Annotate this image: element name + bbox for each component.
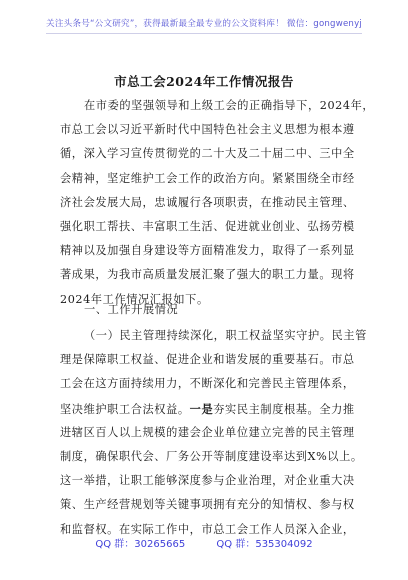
document-title: 市总工会2024年工作情况报告 bbox=[114, 74, 294, 89]
paragraph-line: 济社会发展大局，忠诚履行各项职责，在推动民主管理、 bbox=[60, 195, 355, 209]
paragraph-line bbox=[60, 397, 355, 421]
paragraph-line: 策、生产经营规划等关键事项拥有充分的知情权、参与权 bbox=[60, 498, 355, 512]
paragraph-line: 制度，确保职代会、厂务公开等制度建设率达到X%以上。 bbox=[60, 449, 363, 463]
paragraph-text: 夯实民主制度根基。全力推 bbox=[213, 402, 355, 416]
header-divider bbox=[46, 33, 362, 34]
section-paragraph bbox=[60, 324, 367, 542]
paragraph-line: 强化职工帮扶、丰富职工生活、促进就业创业、弘扬劳模 bbox=[60, 219, 355, 233]
paragraph-line: 循，深入学习宣传贯彻党的二十大及二十届二中、三中全 bbox=[60, 147, 355, 161]
paragraph-line: 和监督权。在实际工作中，市总工会工作人员深入企业， bbox=[60, 522, 355, 536]
section-heading: 一、工作开展情况 bbox=[84, 303, 179, 316]
emphasis-text: 一是 bbox=[189, 401, 214, 416]
paragraph-line: 著成果，为我市高质量发展汇聚了强大的职工力量。现将 bbox=[60, 268, 355, 282]
paragraph-line: 2024年工作情况汇报如下。 bbox=[60, 292, 209, 306]
paragraph-line: 这一举措，让职工能够深度参与企业治理，对企业重大决 bbox=[60, 474, 355, 488]
qq-group-2: QQ 群：535304092 bbox=[216, 539, 313, 550]
paragraph-text: 坚决维护职工合法权益。 bbox=[60, 402, 190, 416]
paragraph-line: 进辖区百人以上规模的建会企业单位建立完善的民主管理 bbox=[60, 425, 355, 439]
qq-group-1: QQ 群：30265665 bbox=[95, 539, 186, 550]
intro-paragraph bbox=[60, 94, 375, 312]
paragraph-line: 会精神，坚定维护工会工作的政治方向。紧紧围绕全市经 bbox=[60, 171, 355, 185]
paragraph-line: 在市委的坚强领导和上级工会的正确指导下，2024年， bbox=[84, 99, 375, 112]
paragraph-line: 精神以及加强自身建设等方面精准发力，取得了一系列显 bbox=[60, 244, 355, 258]
paragraph-line: 工会在这方面持续用力，不断深化和完善民主管理体系， bbox=[60, 377, 355, 391]
paragraph-line: 市总工会以习近平新时代中国特色社会主义思想为根本遵 bbox=[60, 123, 355, 137]
footer-contact bbox=[0, 535, 408, 550]
header-banner: 关注头条号“公文研究”，获得最新最全最专业的公文资料库！ 微信：gongwenyj bbox=[46, 19, 362, 29]
paragraph-line: （一）民主管理持续深化，职工权益坚实守护。民主管 bbox=[84, 329, 367, 342]
paragraph-line: 理是保障职工权益、促进企业和谐发展的重要基石。市总 bbox=[60, 353, 355, 367]
